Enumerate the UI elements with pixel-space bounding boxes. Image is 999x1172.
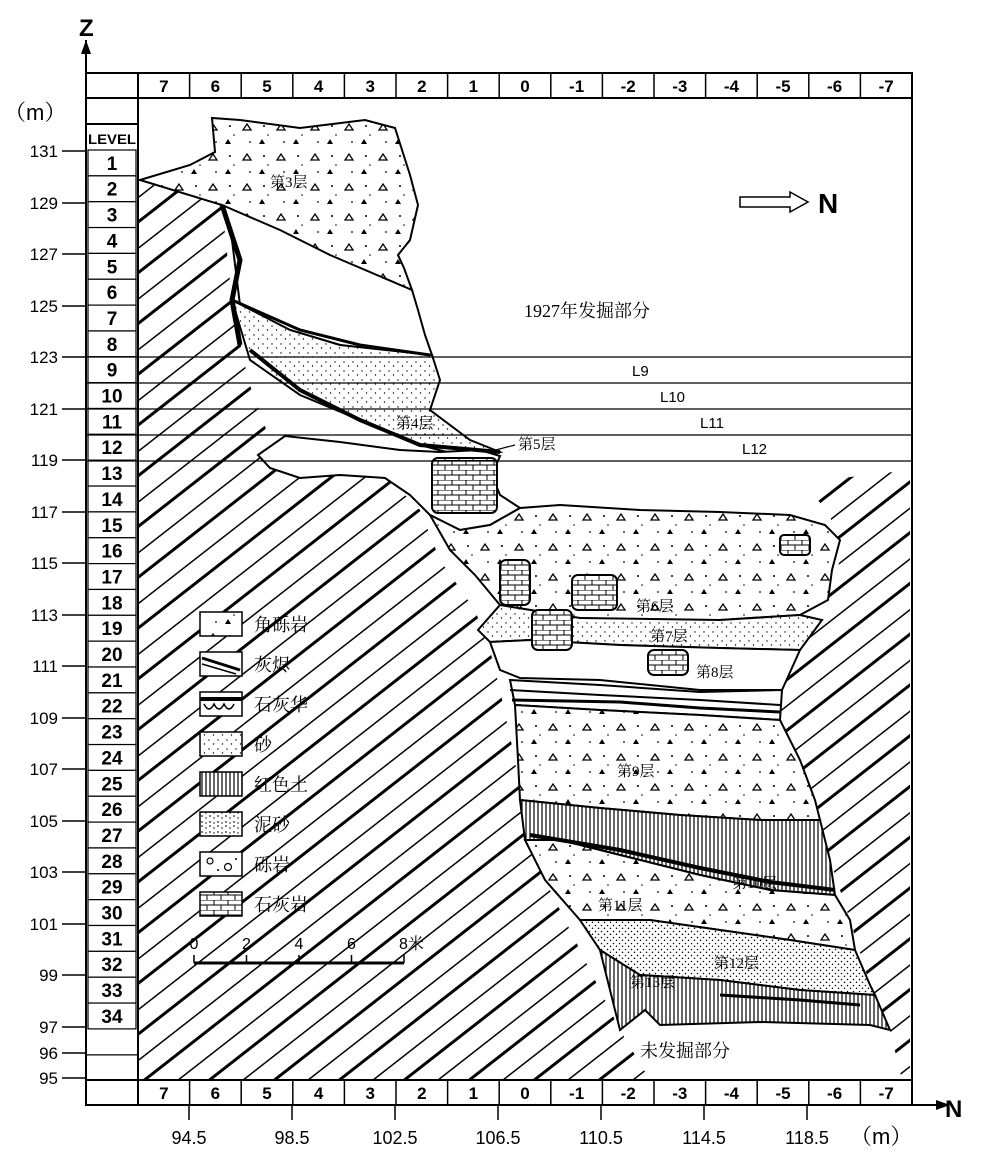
- grid-column-label: -1: [569, 77, 585, 96]
- z-tick-label: 127: [29, 245, 58, 264]
- x-axis-unit: （m）: [850, 1124, 913, 1149]
- level-label-l11: L11: [700, 415, 724, 432]
- level-number: 30: [101, 903, 123, 925]
- level-number: 15: [101, 515, 123, 537]
- n-axis: [850, 1096, 962, 1149]
- z-tick-label: 123: [29, 348, 58, 367]
- grid-column-label: 2: [417, 77, 427, 96]
- z-tick-label: 117: [30, 503, 58, 522]
- level-label-l12: L12: [742, 441, 768, 458]
- north-arrow: [740, 188, 838, 219]
- scale-tick-label: 0: [189, 936, 199, 953]
- grid-column-label: 3: [365, 77, 375, 96]
- sand-icon: [200, 732, 242, 756]
- grid-column-label: 5: [262, 1084, 272, 1103]
- level-number: 22: [101, 696, 123, 718]
- level-number: 18: [101, 593, 123, 615]
- grid-column-label: -3: [672, 1084, 688, 1103]
- level-number: 7: [106, 308, 118, 330]
- grid-column-label: -6: [827, 77, 843, 96]
- scale-tick-label: 8米: [399, 936, 424, 953]
- grid-column-label: 1: [468, 77, 479, 96]
- level-label-l10: L10: [660, 389, 686, 406]
- label-layer-12: 第12层: [714, 956, 760, 972]
- level-number: 1: [106, 153, 118, 175]
- grid-column-label: 6: [210, 1084, 221, 1103]
- grid-column-label: -1: [569, 1084, 585, 1103]
- grid-column-label: 4: [313, 1084, 324, 1103]
- z-tick-label: 111: [32, 657, 58, 676]
- z-axis-unit: （m）: [4, 100, 67, 125]
- legend-item-red-soil: [200, 772, 308, 796]
- n-axis-label: N: [945, 1096, 963, 1123]
- label-layer-7: 第7层: [650, 629, 688, 645]
- grid-column-label: 4: [313, 77, 324, 96]
- level-number: 4: [106, 231, 118, 253]
- level-number: 29: [101, 877, 123, 899]
- limestone-icon: [200, 892, 242, 916]
- label-layer-10: 第10层: [732, 876, 778, 892]
- z-tick-label: 97: [39, 1018, 58, 1037]
- level-number: 14: [101, 489, 123, 511]
- grid-column-label: -4: [723, 1084, 739, 1103]
- label-unexcavated: 未发掘部分: [640, 1041, 730, 1061]
- level-number: 32: [101, 955, 123, 977]
- level-number: 8: [106, 334, 118, 356]
- x-tick-label: 110.5: [579, 1128, 623, 1148]
- x-axis-ticks: [171, 1105, 828, 1148]
- red-soil-icon: [200, 772, 242, 796]
- grid-column-label: -5: [775, 77, 791, 96]
- legend-label: 泥砂: [254, 815, 290, 835]
- level-number: 6: [106, 283, 118, 305]
- z-tick-label: 113: [30, 606, 58, 625]
- z-tick-label: 121: [29, 400, 58, 419]
- z-tick-label: 96: [39, 1044, 58, 1063]
- grid-column-label: 0: [520, 1084, 530, 1103]
- label-layer-6: 第6层: [636, 599, 674, 615]
- x-tick-label: 102.5: [372, 1128, 418, 1148]
- label-layer-3: 第3层: [270, 175, 308, 191]
- silt-icon: [200, 812, 242, 836]
- x-tick-label: 114.5: [682, 1128, 726, 1148]
- z-tick-label: 103: [29, 863, 58, 882]
- level-number: 26: [101, 800, 123, 822]
- legend-label: 石灰华: [254, 695, 308, 715]
- z-tick-label: 107: [29, 760, 58, 779]
- z-axis-ticks: [30, 142, 86, 1088]
- scale-tick-label: 2: [242, 936, 251, 953]
- tufa-icon: [200, 692, 242, 716]
- label-layer-5: 第5层: [518, 437, 556, 453]
- level-number: 12: [101, 438, 123, 460]
- level-number: 17: [101, 567, 123, 589]
- level-number: 34: [101, 1006, 123, 1028]
- level-number: 21: [101, 670, 123, 692]
- level-number: 33: [101, 981, 123, 1003]
- grid-column-labels-bottom: [159, 1080, 894, 1105]
- legend-label: 灰烬: [254, 655, 290, 675]
- grid-column-label: -7: [878, 77, 894, 96]
- grid-column-label: -3: [672, 77, 688, 96]
- z-tick-label: 125: [29, 297, 58, 316]
- legend-item-breccia: [200, 612, 308, 636]
- level-number: 3: [106, 205, 118, 227]
- level-number: 19: [101, 619, 123, 641]
- label-layer-11: 第11层: [598, 898, 643, 914]
- z-tick-label: 115: [30, 554, 58, 573]
- z-tick-label: 131: [29, 142, 58, 161]
- conglomerate-icon: [200, 852, 242, 876]
- legend-item-sand: [200, 732, 273, 756]
- level-number: 16: [101, 541, 123, 563]
- grid-column-label: -2: [620, 1084, 636, 1103]
- grid-column-label: 0: [520, 77, 530, 96]
- label-excavated-1927: 1927年发掘部分: [524, 301, 650, 321]
- north-label: N: [818, 188, 839, 219]
- level-column: [86, 150, 138, 1055]
- level-label-l9: L9: [632, 363, 649, 380]
- level-number: 2: [106, 179, 118, 201]
- label-layer-9: 第9层: [617, 764, 655, 780]
- level-number: 13: [101, 464, 123, 486]
- level-number: 28: [101, 851, 123, 873]
- grid-column-label: -6: [827, 1084, 843, 1103]
- x-tick-label: 98.5: [274, 1128, 310, 1148]
- z-tick-label: 119: [30, 451, 58, 470]
- z-tick-label: 95: [39, 1069, 58, 1088]
- legend-label: 角砾岩: [254, 615, 308, 635]
- level-number: 27: [101, 825, 123, 847]
- grid-column-label: 7: [159, 1084, 169, 1103]
- scale-tick-label: 6: [347, 936, 356, 953]
- arrow-right-icon: [740, 192, 808, 212]
- grid-column-label: 7: [159, 77, 169, 96]
- level-number: 10: [101, 386, 123, 408]
- legend-label: 砂: [254, 735, 272, 755]
- legend-item-tufa: [200, 692, 308, 716]
- level-number: 9: [106, 360, 118, 382]
- legend-item-limestone: [200, 892, 308, 916]
- level-number: 31: [101, 929, 123, 951]
- grid-column-label: 6: [210, 77, 221, 96]
- x-tick-label: 106.5: [475, 1128, 521, 1148]
- label-layer-13: 第13层: [630, 975, 676, 991]
- grid-column-labels-top: [159, 73, 894, 98]
- grid-column-label: -5: [775, 1084, 791, 1103]
- legend-label: 砾岩: [254, 855, 290, 875]
- z-tick-label: 105: [29, 812, 58, 831]
- level-number: 5: [106, 257, 118, 279]
- grid-column-label: 3: [365, 1084, 375, 1103]
- scale-tick-label: 4: [294, 936, 304, 953]
- grid-column-label: -4: [723, 77, 739, 96]
- layer-9-breccia: [515, 705, 820, 820]
- grid-column-label: 2: [417, 1084, 427, 1103]
- level-header: LEVEL: [88, 131, 137, 147]
- x-tick-label: 94.5: [171, 1128, 207, 1148]
- z-tick-label: 101: [29, 915, 58, 934]
- z-axis-label: Z: [79, 15, 94, 42]
- breccia-icon: [200, 612, 242, 636]
- level-number: 11: [101, 412, 123, 434]
- level-number: 24: [101, 748, 123, 770]
- z-tick-label: 109: [29, 709, 58, 728]
- z-tick-label: 129: [29, 194, 58, 213]
- legend-label: 红色土: [254, 775, 308, 795]
- x-tick-label: 118.5: [785, 1128, 829, 1148]
- z-tick-label: 99: [39, 966, 58, 985]
- legend-label: 石灰岩: [254, 895, 308, 915]
- level-number: 25: [101, 774, 123, 796]
- grid-column-label: 5: [262, 77, 272, 96]
- label-layer-4: 第4层: [396, 416, 434, 432]
- grid-column-label: -2: [620, 77, 636, 96]
- grid-column-label: 1: [468, 1084, 479, 1103]
- grid-column-label: -7: [878, 1084, 894, 1103]
- level-number: 20: [101, 645, 123, 666]
- level-number: 23: [101, 722, 123, 744]
- label-layer-8: 第8层: [696, 665, 734, 681]
